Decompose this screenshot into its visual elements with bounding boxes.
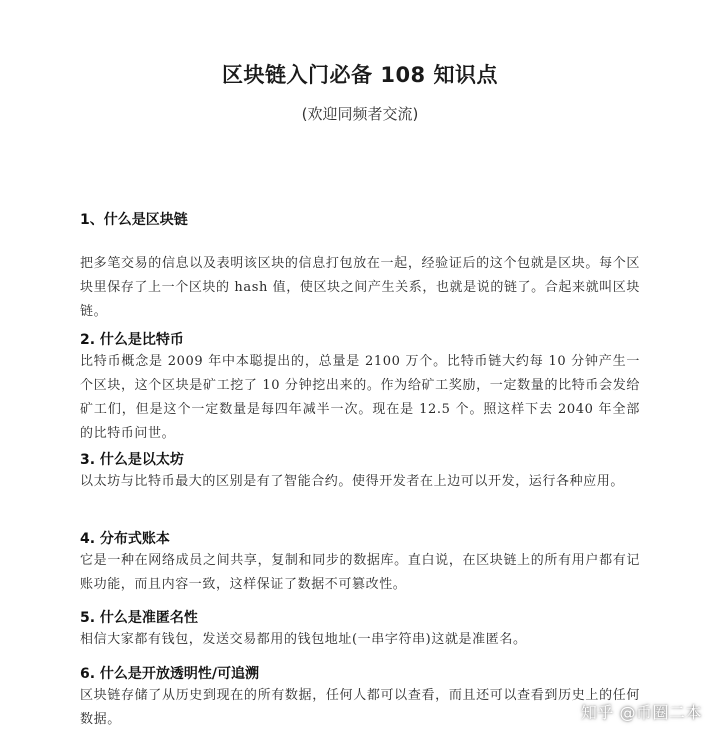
section-heading: 1、什么是区块链 — [80, 212, 188, 228]
section-transparency-traceability — [80, 664, 640, 732]
section-body: 以太坊与比特币最大的区别是有了智能合约。使得开发者在上边可以开发，运行各种应用。 — [80, 474, 625, 489]
section-body: 它是一种在网络成员之间共享，复制和同步的数据库。直白说，在区块链上的所有用户都有记账功能，而且内容一致，这样保证了数据不可篡改性。 — [80, 553, 640, 592]
section-heading: 3. 什么是以太坊 — [80, 452, 184, 468]
section-what-is-blockchain — [80, 210, 640, 324]
section-what-is-bitcoin — [80, 330, 640, 446]
section-body: 区块链存储了从历史到现在的所有数据，任何人都可以查看，而且还可以查看到历史上的任何数据。 — [80, 688, 640, 727]
section-distributed-ledger — [80, 529, 640, 597]
section-heading: 4. 分布式账本 — [80, 531, 170, 547]
zhihu-watermark: 知乎 @币圈二本 — [580, 703, 702, 722]
section-body: 把多笔交易的信息以及表明该区块的信息打包放在一起，经验证后的这个包就是区块。每个区块里保存了上一个区块的 hash 值，使区块之间产生关系，也就是说的链了。合起来就叫区块链。 — [80, 256, 640, 319]
section-heading: 2. 什么是比特币 — [80, 332, 184, 348]
section-pseudo-anonymity — [80, 608, 640, 652]
document-subtitle: (欢迎同频者交流) — [301, 105, 419, 123]
section-body: 相信大家都有钱包，发送交易都用的钱包地址(一串字符串)这就是准匿名。 — [80, 632, 527, 647]
section-heading: 6. 什么是开放透明性/可追溯 — [80, 666, 260, 682]
section-body: 比特币概念是 2009 年中本聪提出的，总量是 2100 万个。比特币链大约每 10 分钟产生一个区块，这个区块是矿工挖了 10 分钟挖出来的。作为给矿工奖励，一定数量的比特币会发给矿工们，但是这个一定数量是每四年减半一次。现在是 12.5 个。照这样下去 2040 年全部的比特币问世。 — [80, 354, 640, 441]
section-heading: 5. 什么是准匿名性 — [80, 610, 198, 626]
document-title: 区块链入门必备 108 知识点 — [222, 63, 498, 87]
section-what-is-ethereum — [80, 450, 640, 494]
